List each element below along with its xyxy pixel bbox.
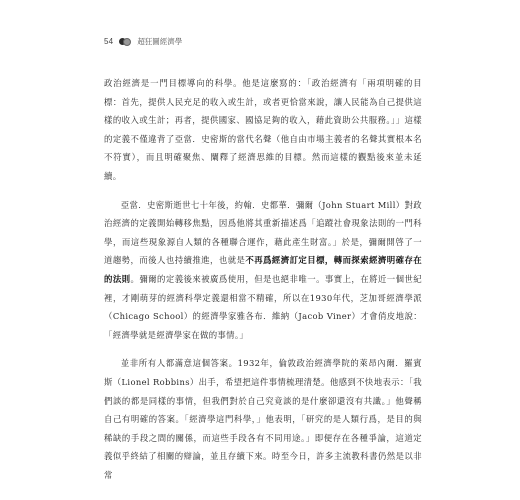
body-text: [104, 74, 422, 494]
twin-circles-icon: [119, 38, 131, 46]
text-segment: 並非所有人都滿意這個答案。1932年，倫敦政治經濟學院的萊昂內爾．羅賓斯（Lionel Robbins）出手，希望把這件事情梳理清楚。他感到不快地表示：「我們談的都是同樣的事情，但我們對於自己究竟談的是什麼卻還沒有共識。」他聲稱自己有明確的答案。「經濟學這門科學，」他表明，「研究的是人類行爲，是目的與稀缺的手段之間的關係，而這些手段各有不同用途。」即便存在各種爭論，這道定義似乎終結了相關的辯論，並且存續下來。時至今日，許多主流教科書仍然是以非常: [104, 358, 422, 480]
text-segment: 亞當．史密斯逝世七十年後，約翰．史都華．彌爾（John Stuart Mill）對政治經濟的定義開始轉移焦點，因爲他將其重新描述爲「追蹤社會現象法則的一門科學，而這些現象源自人類的各種聯合運作，藉此產生財富。」於是，彌爾開啓了一道趨勢，而後人也持續推進，也就是: [104, 199, 422, 266]
page-number: 54: [104, 37, 114, 46]
emphasis-text: 不再爲經濟訂定目標，轉而探索經濟明確存在的法則: [104, 255, 423, 284]
text-segment: 。彌爾的定義後來被廣爲使用，但是也絕非唯一。事實上，在將近一個世紀裡，才剛萌芽的經濟科學定義還相當不精確，所以在1930年代，芝加哥經濟學派（Chicago School）的經濟學家雅各布．維納（Jacob Viner）才會俏皮地說：「經濟學就是經濟學家在做的事情。」: [104, 273, 422, 340]
page-header: [104, 36, 182, 47]
paragraph-2: [104, 196, 422, 345]
running-title: 超狂圖經濟學: [137, 37, 183, 46]
paragraph-3: [104, 354, 422, 484]
paragraph-1: [104, 74, 422, 186]
text-segment: 政治經濟是一門目標導向的科學。他是這麼寫的：「政治經濟有「兩項明確的目標：首先，提供人民充足的收入或生計，或者更恰當來說，讓人民能為自己提供這樣的收入或生計；再者，提供國家、國協足夠的收入，藉此資助公共服務。」」這樣的定義不僅違背了亞當．史密斯的當代名聲（他自由市場主義者的名聲其實根本名不符實），而且明確聚焦、闡釋了經濟思維的目標。然而這樣的觀點後來並未延續。: [104, 78, 422, 181]
